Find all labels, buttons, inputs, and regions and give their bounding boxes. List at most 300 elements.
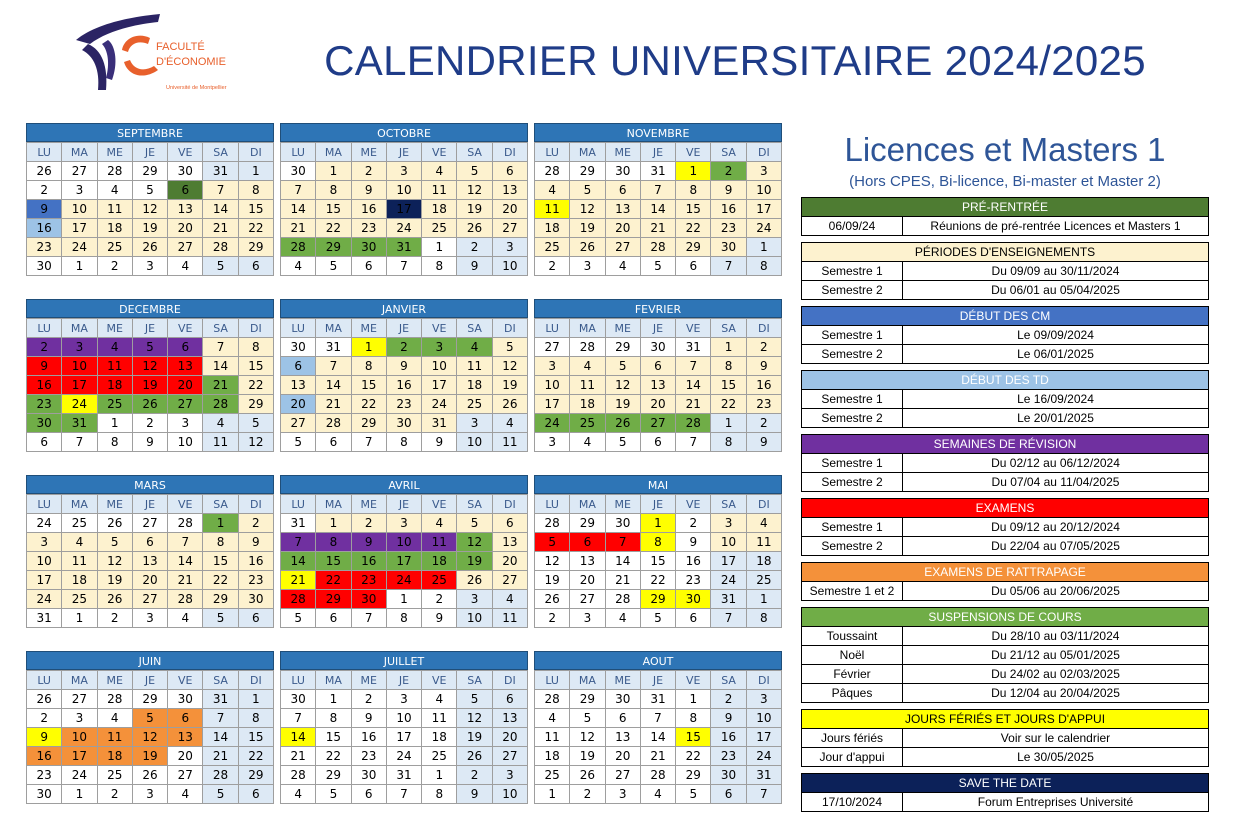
calendar-day: 21	[203, 747, 238, 766]
day-header: SA	[711, 495, 746, 514]
day-header: VE	[168, 319, 203, 338]
legend-row	[802, 683, 1208, 702]
calendar-day: 17	[386, 552, 421, 571]
legend-section-title: SEMAINES DE RÉVISION	[802, 435, 1208, 454]
calendar-day: 29	[605, 338, 640, 357]
legend-row	[802, 472, 1208, 491]
calendar-day: 7	[62, 433, 97, 452]
calendar-day: 29	[640, 590, 675, 609]
month-header: MARS	[26, 475, 274, 494]
day-header: ME	[97, 671, 132, 690]
calendar-day: 22	[711, 395, 746, 414]
calendar-day: 25	[422, 747, 457, 766]
day-header: MA	[62, 319, 97, 338]
calendar-day: 3	[386, 162, 421, 181]
calendar-day: 17	[62, 747, 97, 766]
calendar-day: 7	[203, 709, 238, 728]
calendar-day: 19	[132, 747, 167, 766]
calendar-day: 9	[676, 533, 711, 552]
legend-row	[802, 454, 1208, 472]
calendar-day: 9	[351, 181, 386, 200]
month-header: FEVRIER	[534, 299, 782, 318]
legend-section	[801, 498, 1209, 556]
day-header: SA	[711, 319, 746, 338]
calendar-day: 31	[422, 414, 457, 433]
calendar-day: 21	[281, 571, 316, 590]
calendar-day: 6	[640, 357, 675, 376]
calendar-day: 23	[711, 747, 746, 766]
day-header: LU	[27, 495, 62, 514]
calendar-day: 12	[492, 357, 527, 376]
day-header: SA	[711, 671, 746, 690]
calendar-day: 11	[97, 357, 132, 376]
calendar-day: 31	[27, 609, 62, 628]
calendar-day: 1	[676, 162, 711, 181]
calendar-day: 8	[386, 609, 421, 628]
calendar-day: 22	[238, 747, 273, 766]
calendar-day: 14	[281, 728, 316, 747]
day-header: MA	[316, 143, 351, 162]
legend-row	[802, 627, 1208, 645]
page-title: CALENDRIER UNIVERSITAIRE 2024/2025	[324, 37, 1146, 84]
day-header: DI	[746, 495, 781, 514]
calendar-day: 1	[676, 690, 711, 709]
calendar-day: 7	[640, 181, 675, 200]
legend-panel	[800, 128, 1210, 812]
calendar-day: 10	[746, 181, 781, 200]
calendar-day: 11	[422, 709, 457, 728]
day-header: MA	[570, 319, 605, 338]
calendar-day: 17	[746, 728, 781, 747]
calendar-day: 1	[62, 257, 97, 276]
calendar-day: 5	[605, 357, 640, 376]
day-header: ME	[97, 319, 132, 338]
calendar-day: 27	[132, 590, 167, 609]
calendar-day: 13	[132, 552, 167, 571]
calendar-day: 31	[386, 238, 421, 257]
calendar-day: 7	[711, 609, 746, 628]
calendar-day: 8	[351, 357, 386, 376]
calendar-day: 5	[457, 514, 492, 533]
legend-row-value: Le 06/01/2025	[1017, 347, 1094, 361]
legend-section	[801, 242, 1209, 300]
day-header: LU	[27, 319, 62, 338]
legend-section-title: DÉBUT DES CM	[802, 307, 1208, 326]
day-header: LU	[281, 319, 316, 338]
calendar-day: 15	[640, 552, 675, 571]
calendar-day: 27	[168, 238, 203, 257]
legend-row-label: Semestre 2	[802, 345, 903, 363]
calendar-day: 6	[605, 181, 640, 200]
calendar-day: 6	[492, 514, 527, 533]
calendar-day: 26	[457, 571, 492, 590]
calendar-day: 19	[605, 395, 640, 414]
calendar-day: 3	[386, 690, 421, 709]
calendar-day: 10	[746, 709, 781, 728]
calendar-day: 16	[746, 376, 781, 395]
calendar-day: 4	[281, 785, 316, 804]
calendar-day: 2	[97, 785, 132, 804]
calendar-day: 10	[62, 200, 97, 219]
calendar-day: 26	[457, 219, 492, 238]
calendar-day: 25	[422, 571, 457, 590]
calendar-day: 12	[97, 552, 132, 571]
calendar-day: 28	[281, 238, 316, 257]
calendar-day: 1	[640, 514, 675, 533]
calendar-day: 19	[535, 571, 570, 590]
calendar-day: 21	[640, 747, 675, 766]
calendar-day: 15	[238, 357, 273, 376]
calendar-day: 3	[746, 690, 781, 709]
calendar-day: 1	[316, 690, 351, 709]
day-header: SA	[203, 319, 238, 338]
calendar-day: 4	[422, 514, 457, 533]
calendar-day: 21	[281, 747, 316, 766]
day-header: SA	[203, 671, 238, 690]
calendar-day: 23	[676, 571, 711, 590]
legend-row-value: Du 05/06 au 20/06/2025	[991, 584, 1120, 598]
legend-row-value: Du 07/04 au 11/04/2025	[991, 475, 1120, 489]
calendar-day: 11	[203, 433, 238, 452]
calendar-day: 7	[203, 181, 238, 200]
day-header: ME	[351, 495, 386, 514]
calendar-day: 18	[535, 747, 570, 766]
calendar-day: 13	[168, 728, 203, 747]
calendar-day: 26	[97, 590, 132, 609]
calendar-day: 9	[457, 785, 492, 804]
day-header: DI	[238, 671, 273, 690]
calendar-day: 14	[640, 200, 675, 219]
calendar-grid	[26, 123, 783, 823]
calendar-day: 4	[422, 690, 457, 709]
calendar-day: 9	[238, 533, 273, 552]
calendar-day: 1	[422, 766, 457, 785]
calendar-day: 14	[203, 200, 238, 219]
calendar-day: 31	[203, 162, 238, 181]
calendar-day: 18	[97, 376, 132, 395]
calendar-day: 1	[746, 238, 781, 257]
day-header: JE	[640, 319, 675, 338]
calendar-day: 23	[27, 395, 62, 414]
legend-section-title: DÉBUT DES TD	[802, 371, 1208, 390]
calendar-day: 26	[132, 238, 167, 257]
calendar-day: 3	[711, 514, 746, 533]
calendar-day: 23	[27, 766, 62, 785]
month-header: JUILLET	[280, 651, 528, 670]
calendar-day: 19	[457, 728, 492, 747]
calendar-day: 2	[746, 338, 781, 357]
calendar-day: 22	[676, 219, 711, 238]
calendar-day: 8	[676, 709, 711, 728]
calendar-day: 31	[62, 414, 97, 433]
calendar-day: 28	[640, 766, 675, 785]
calendar-day: 18	[457, 376, 492, 395]
calendar-day: 18	[422, 728, 457, 747]
calendar-day: 30	[27, 257, 62, 276]
calendar-day: 1	[238, 690, 273, 709]
calendar-day: 8	[238, 181, 273, 200]
calendar-day: 3	[570, 257, 605, 276]
day-header: LU	[535, 319, 570, 338]
calendar-day: 20	[168, 747, 203, 766]
calendar-day: 8	[711, 357, 746, 376]
calendar-day: 11	[535, 200, 570, 219]
calendar-day: 14	[168, 552, 203, 571]
calendar-day: 13	[281, 376, 316, 395]
calendar-day: 26	[492, 395, 527, 414]
day-header: LU	[281, 495, 316, 514]
calendar-day: 8	[746, 609, 781, 628]
calendar-day: 30	[386, 414, 421, 433]
calendar-day: 28	[97, 162, 132, 181]
calendar-day: 27	[168, 395, 203, 414]
calendar-day: 8	[746, 257, 781, 276]
calendar-day: 22	[351, 395, 386, 414]
month-juillet	[280, 651, 528, 804]
calendar-day: 5	[316, 257, 351, 276]
calendar-day: 3	[62, 338, 97, 357]
calendar-day: 30	[168, 162, 203, 181]
calendar-day: 4	[535, 181, 570, 200]
calendar-day: 11	[97, 200, 132, 219]
day-header: DI	[492, 495, 527, 514]
calendar-day: 8	[676, 181, 711, 200]
legend-section	[801, 607, 1209, 703]
calendar-day: 8	[711, 433, 746, 452]
calendar-day: 27	[570, 590, 605, 609]
day-header: VE	[422, 671, 457, 690]
calendar-day: 7	[676, 357, 711, 376]
calendar-day: 30	[676, 590, 711, 609]
calendar-day: 5	[316, 785, 351, 804]
calendar-day: 26	[97, 514, 132, 533]
legend-row-value: Du 28/10 au 03/11/2024	[991, 629, 1120, 643]
calendar-day: 2	[27, 338, 62, 357]
calendar-day: 20	[168, 376, 203, 395]
legend-row-label: Semestre 1	[802, 454, 903, 472]
calendar-day: 18	[746, 552, 781, 571]
calendar-day: 28	[97, 690, 132, 709]
legend-row	[802, 217, 1208, 235]
calendar-day: 16	[351, 728, 386, 747]
calendar-day: 11	[422, 533, 457, 552]
day-header: SA	[203, 495, 238, 514]
calendar-day: 29	[238, 395, 273, 414]
day-header: LU	[281, 671, 316, 690]
calendar-day: 11	[492, 609, 527, 628]
calendar-day: 20	[605, 219, 640, 238]
calendar-day: 9	[711, 181, 746, 200]
calendar-day: 15	[238, 200, 273, 219]
legend-section-title: EXAMENS DE RATTRAPAGE	[802, 563, 1208, 582]
calendar-day: 3	[62, 709, 97, 728]
calendar-day: 8	[422, 785, 457, 804]
month-header: NOVEMBRE	[534, 123, 782, 142]
day-header: DI	[492, 143, 527, 162]
legend-row-label: Semestre 2	[802, 281, 903, 299]
day-header: SA	[457, 495, 492, 514]
calendar-day: 15	[676, 200, 711, 219]
calendar-day: 11	[570, 376, 605, 395]
calendar-day: 2	[711, 162, 746, 181]
calendar-day: 17	[746, 200, 781, 219]
calendar-day: 2	[132, 414, 167, 433]
calendar-day: 11	[492, 433, 527, 452]
calendar-day: 29	[570, 690, 605, 709]
calendar-day: 1	[62, 609, 97, 628]
calendar-day: 3	[132, 609, 167, 628]
calendar-day: 3	[457, 414, 492, 433]
legend-section-title: EXAMENS	[802, 499, 1208, 518]
calendar-day: 9	[457, 257, 492, 276]
calendar-day: 23	[746, 395, 781, 414]
calendar-day: 5	[132, 181, 167, 200]
legend-row-label: Semestre 1	[802, 326, 903, 344]
calendar-day: 7	[168, 533, 203, 552]
day-header: LU	[535, 671, 570, 690]
calendar-day: 31	[640, 162, 675, 181]
legend-row-label: Jour d'appui	[802, 748, 903, 766]
legend-row	[802, 536, 1208, 555]
legend-row	[802, 262, 1208, 280]
calendar-day: 28	[203, 766, 238, 785]
calendar-day: 25	[97, 766, 132, 785]
calendar-day: 24	[62, 238, 97, 257]
calendar-day: 31	[203, 690, 238, 709]
calendar-day: 15	[316, 552, 351, 571]
calendar-day: 13	[570, 552, 605, 571]
calendar-day: 3	[386, 514, 421, 533]
calendar-day: 5	[281, 609, 316, 628]
calendar-day: 23	[351, 571, 386, 590]
legend-row-value: Le 16/09/2024	[1017, 392, 1094, 406]
calendar-day: 25	[457, 395, 492, 414]
calendar-day: 21	[316, 395, 351, 414]
day-header: LU	[535, 143, 570, 162]
calendar-day: 1	[711, 414, 746, 433]
calendar-day: 3	[492, 766, 527, 785]
calendar-day: 5	[535, 533, 570, 552]
day-header: MA	[570, 143, 605, 162]
legend-row	[802, 747, 1208, 766]
calendar-day: 6	[711, 785, 746, 804]
calendar-day: 10	[386, 533, 421, 552]
month-header: DECEMBRE	[26, 299, 274, 318]
calendar-day: 30	[281, 162, 316, 181]
day-header: JE	[386, 319, 421, 338]
legend-title: Licences et Masters 1	[844, 131, 1166, 168]
calendar-day: 7	[281, 533, 316, 552]
calendar-day: 28	[168, 590, 203, 609]
calendar-day: 9	[27, 728, 62, 747]
calendar-day: 31	[386, 766, 421, 785]
calendar-day: 5	[97, 533, 132, 552]
logo-line2: D'ÉCONOMIE	[156, 56, 226, 68]
day-header: MA	[62, 671, 97, 690]
calendar-day: 12	[132, 728, 167, 747]
calendar-day: 4	[97, 709, 132, 728]
legend-row-label: Semestre 2	[802, 473, 903, 491]
calendar-day: 27	[640, 414, 675, 433]
day-header: JE	[386, 671, 421, 690]
calendar-day: 6	[316, 609, 351, 628]
calendar-day: 27	[605, 766, 640, 785]
calendar-day: 25	[535, 766, 570, 785]
month-header: SEPTEMBRE	[26, 123, 274, 142]
legend-section	[801, 709, 1209, 767]
calendar-day: 6	[168, 181, 203, 200]
calendar-day: 4	[168, 785, 203, 804]
calendar-day: 2	[27, 181, 62, 200]
calendar-day: 9	[132, 433, 167, 452]
calendar-day: 1	[746, 590, 781, 609]
calendar-day: 5	[132, 709, 167, 728]
calendar-day: 7	[386, 785, 421, 804]
calendar-day: 29	[238, 766, 273, 785]
day-header: DI	[238, 495, 273, 514]
calendar-day: 31	[281, 514, 316, 533]
calendar-day: 23	[711, 219, 746, 238]
calendar-day: 17	[386, 728, 421, 747]
calendar-day: 22	[640, 571, 675, 590]
calendar-day: 19	[457, 200, 492, 219]
calendar-day: 18	[570, 395, 605, 414]
calendar-day: 16	[711, 200, 746, 219]
calendar-day: 3	[605, 785, 640, 804]
calendar-day: 7	[351, 609, 386, 628]
calendar-day: 17	[62, 376, 97, 395]
calendar-day: 7	[316, 357, 351, 376]
legend-row-label: Semestre 1	[802, 390, 903, 408]
day-header: JE	[386, 143, 421, 162]
calendar-day: 14	[281, 200, 316, 219]
calendar-day: 15	[316, 728, 351, 747]
calendar-day: 6	[316, 433, 351, 452]
calendar-day: 16	[676, 552, 711, 571]
calendar-day: 26	[132, 766, 167, 785]
calendar-day: 1	[711, 338, 746, 357]
legend-section	[801, 197, 1209, 236]
calendar-day: 2	[676, 514, 711, 533]
calendar-day: 9	[746, 433, 781, 452]
calendar-day: 27	[492, 219, 527, 238]
legend-row-value: Voir sur le calendrier	[1000, 731, 1111, 745]
legend-section-title: JOURS FÉRIÉS ET JOURS D'APPUI	[802, 710, 1208, 729]
day-header: DI	[746, 143, 781, 162]
calendar-day: 20	[281, 395, 316, 414]
calendar-day: 30	[27, 785, 62, 804]
legend-row-label: Jours fériés	[802, 729, 903, 747]
month-septembre	[26, 123, 274, 276]
calendar-day: 4	[168, 609, 203, 628]
calendar-day: 30	[711, 238, 746, 257]
calendar-day: 28	[535, 690, 570, 709]
calendar-day: 28	[168, 514, 203, 533]
month-novembre	[534, 123, 782, 276]
day-header: ME	[605, 671, 640, 690]
calendar-day: 20	[570, 571, 605, 590]
calendar-day: 24	[386, 571, 421, 590]
calendar-day: 5	[640, 609, 675, 628]
legend-row-value: Du 09/12 au 20/12/2024	[991, 520, 1120, 534]
calendar-day: 29	[132, 162, 167, 181]
calendar-day: 17	[711, 552, 746, 571]
calendar-day: 20	[132, 571, 167, 590]
legend-row-value: Du 02/12 au 06/12/2024	[991, 456, 1120, 470]
calendar-day: 29	[351, 414, 386, 433]
calendar-day: 5	[492, 338, 527, 357]
legend-section-title: PRÉ-RENTRÉE	[802, 198, 1208, 217]
